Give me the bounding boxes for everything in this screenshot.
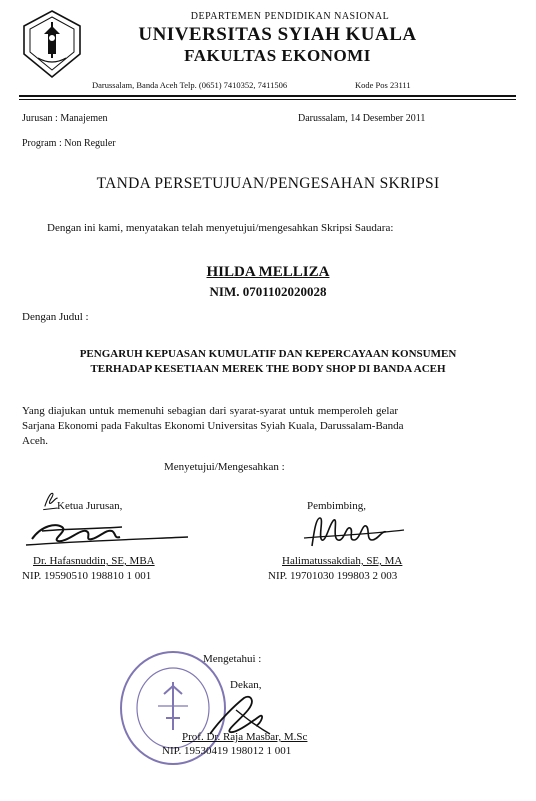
purpose-line-1: Yang diajukan untuk memenuhi sebagian dari syarat-syarat untuk memperoleh gelar: [22, 405, 399, 417]
dean-name: Prof. Dr. Raja Masbar, M.Sc: [182, 731, 308, 743]
student-name: HILDA MELLIZA: [206, 264, 330, 280]
head-of-department-role: Ketua Jurusan,: [57, 500, 123, 512]
date-field: Darussalam, 14 Desember 2011: [298, 113, 426, 124]
dean-nip: NIP. 19530419 198012 1 001: [162, 745, 292, 757]
title-label: Dengan Judul :: [22, 311, 89, 323]
purpose-line-2: Sarjana Ekonomi pada Fakultas Ekonomi Universitas Syiah Kuala, Darussalam-Banda: [22, 420, 404, 432]
advisor-nip: NIP. 19701030 199803 2 003: [268, 570, 398, 582]
acknowledged-label: Mengetahui :: [203, 653, 262, 665]
letterhead-faculty: FAKULTAS EKONOMI: [184, 46, 371, 65]
letterhead-rule-thick: [19, 95, 516, 97]
dean-role: Dekan,: [230, 679, 262, 691]
letterhead-university: UNIVERSITAS SYIAH KUALA: [138, 24, 417, 45]
head-of-department-nip: NIP. 19590510 198810 1 001: [22, 570, 152, 582]
department-field: Jurusan : Manajemen: [22, 113, 108, 124]
purpose-line-3: Aceh.: [22, 435, 48, 447]
approval-label: Menyetujui/Mengesahkan :: [164, 461, 285, 473]
document-title: TANDA PERSETUJUAN/PENGESAHAN SKRIPSI: [96, 175, 440, 192]
advisor-signature: [300, 512, 410, 552]
letterhead-rule-thin: [19, 99, 516, 100]
letterhead-postal: Kode Pos 23111: [355, 80, 411, 90]
paraf-mark: [40, 488, 64, 512]
thesis-title-line-1: PENGARUH KEPUASAN KUMULATIF DAN KEPERCAYAAN KONSUMEN: [79, 348, 457, 360]
head-of-department-signature: [22, 517, 192, 547]
university-logo: [20, 8, 84, 80]
letterhead-address: Darussalam, Banda Aceh Telp. (0651) 7410352, 7411506: [92, 80, 288, 90]
intro-text: Dengan ini kami, menyatakan telah menyetujui/mengesahkan Skripsi Saudara:: [47, 222, 394, 234]
advisor-role: Pembimbing,: [307, 500, 366, 512]
student-nim: NIM. 0701102020028: [209, 284, 327, 299]
advisor-name: Halimatussakdiah, SE, MA: [282, 555, 403, 567]
head-of-department-name: Dr. Hafasnuddin, SE, MBA: [33, 555, 155, 567]
letterhead-department: DEPARTEMEN PENDIDIKAN NASIONAL: [190, 11, 390, 22]
program-field: Program : Non Reguler: [22, 138, 116, 149]
thesis-title-line-2: TERHADAP KESETIAAN MEREK THE BODY SHOP DI BANDA ACEH: [90, 363, 446, 375]
